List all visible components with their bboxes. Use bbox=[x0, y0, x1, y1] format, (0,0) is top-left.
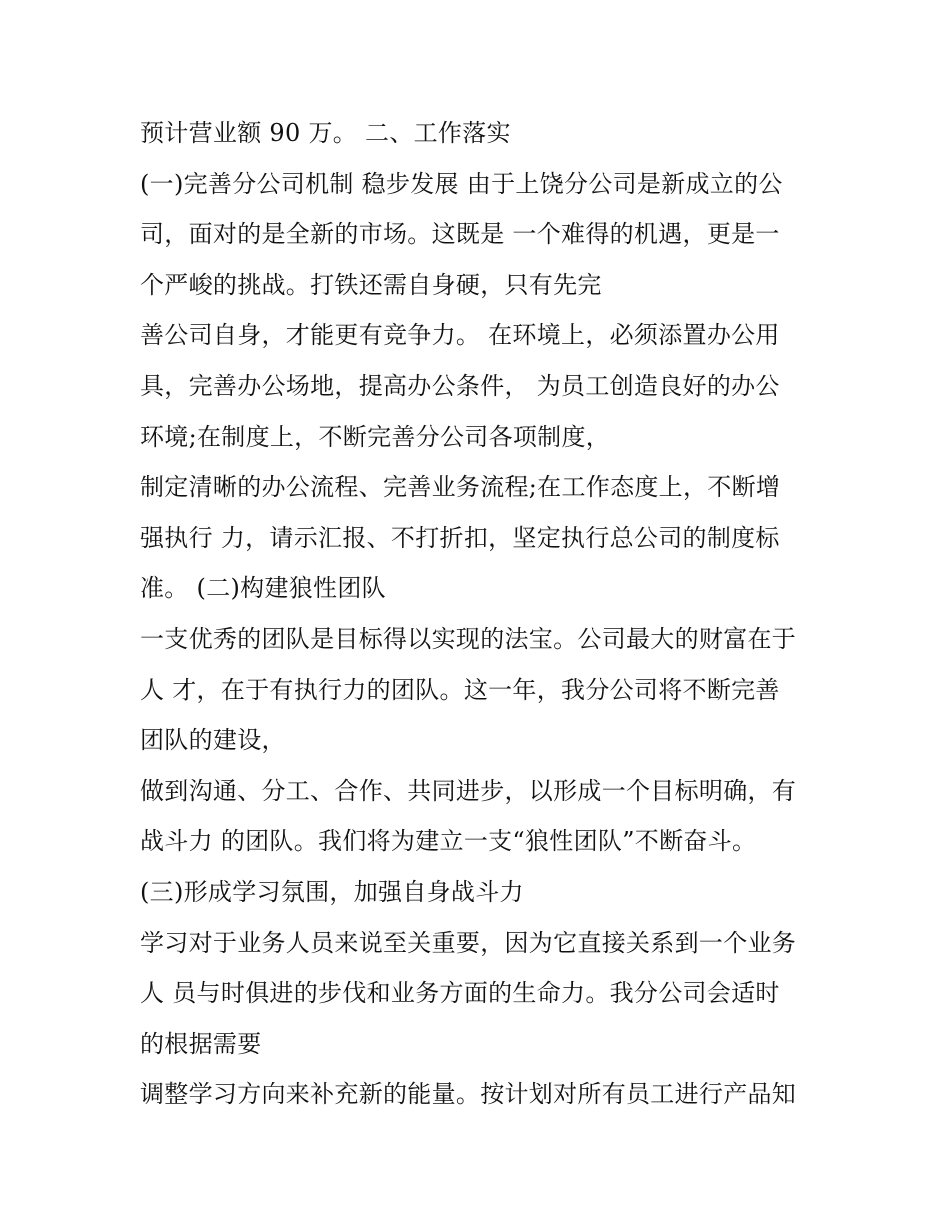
paragraph-line: 学习对于业务人员来说至关重要，因为它直接关系到一个业务 bbox=[140, 928, 797, 957]
paragraph-line: 环境;在制度上，不断完善分公司各项制度， bbox=[140, 422, 611, 451]
paragraph-line: 善公司自身，才能更有竞争力。 在环境上，必须添置办公用 bbox=[140, 321, 780, 350]
paragraph-line: 准。 (二)构建狼性团队 bbox=[140, 574, 386, 603]
paragraph-line: 调整学习方向来补充新的能量。按计划对所有员工进行产品知 bbox=[140, 1080, 797, 1109]
document-body bbox=[140, 108, 820, 1120]
paragraph-line: (三)形成学习氛围，加强自身战斗力 bbox=[140, 877, 524, 906]
paragraph-line: 的根据需要 bbox=[140, 1029, 262, 1058]
paragraph-line: 具，完善办公场地，提高办公条件， 为员工创造良好的办公 bbox=[140, 371, 780, 400]
paragraph-line: 个严峻的挑战。打铁还需自身硬，只有先完 bbox=[140, 270, 602, 299]
paragraph-line: 战斗力 的团队。我们将为建立一支“狼性团队”不断奋斗。 bbox=[140, 827, 757, 856]
paragraph-line: 人 才，在于有执行力的团队。这一年，我分公司将不断完善 bbox=[140, 675, 780, 704]
paragraph-line: 一支优秀的团队是目标得以实现的法宝。公司最大的财富在于 bbox=[140, 624, 797, 653]
paragraph-line: 强执行 力，请示汇报、不打折扣，坚定执行总公司的制度标 bbox=[140, 523, 780, 552]
paragraph-line: 团队的建设， bbox=[140, 726, 286, 755]
paragraph-line: 司，面对的是全新的市场。这既是 一个难得的机遇，更是一 bbox=[140, 220, 780, 249]
paragraph-line: 做到沟通、分工、合作、共同进步，以形成一个目标明确，有 bbox=[140, 776, 797, 805]
paragraph-line: 人 员与时俱进的步伐和业务方面的生命力。我分公司会适时 bbox=[140, 979, 780, 1008]
paragraph-line: 制定清晰的办公流程、完善业务流程;在工作态度上，不断增 bbox=[140, 473, 781, 502]
paragraph-line: (一)完善分公司机制 稳步发展 由于上饶分公司是新成立的公 bbox=[140, 169, 783, 198]
paragraph-line: 预计营业额 90 万。 二、工作落实 bbox=[140, 119, 511, 147]
